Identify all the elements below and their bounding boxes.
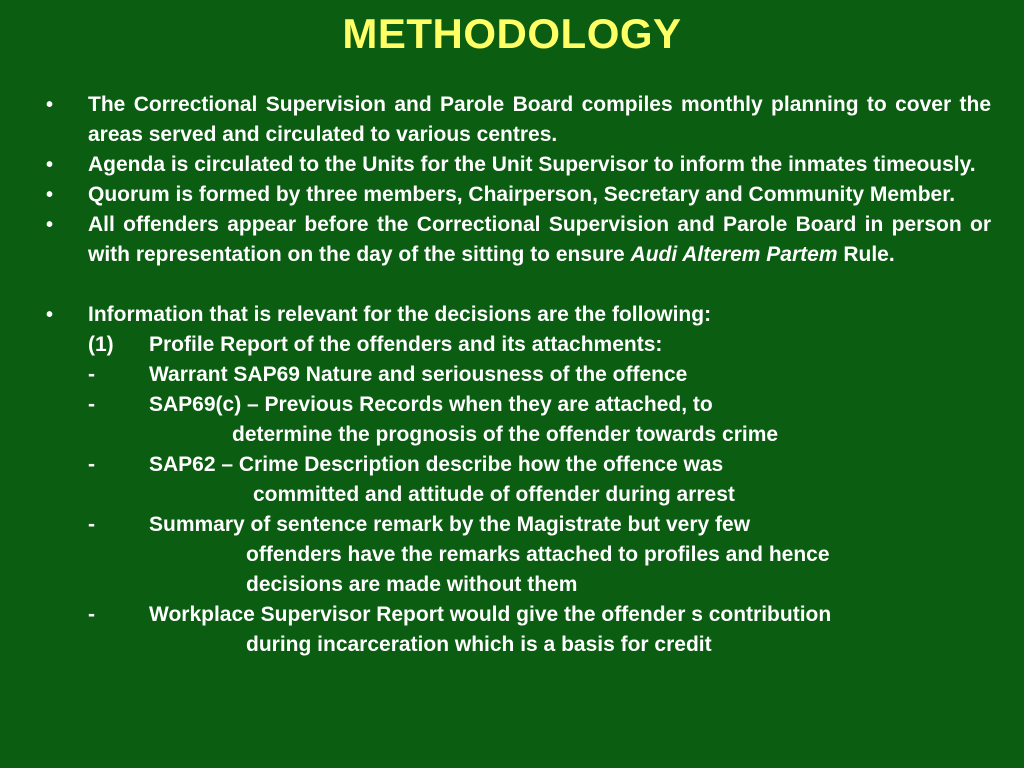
info-item (40, 450, 991, 480)
bullet-text: Agenda is circulated to the Units for the Unit Supervisor to inform the inmates timeously. (88, 153, 976, 176)
info-item-continuation-text: determine the prognosis of the offender towards crime (232, 423, 779, 446)
info-item-continuation (40, 570, 991, 600)
info-item-text: Summary of sentence remark by the Magistrate but very few (149, 513, 751, 536)
bullet-item (40, 150, 991, 180)
slide-title: METHODOLOGY (342, 10, 682, 57)
info-item-mark: (1) (88, 333, 114, 356)
bullet-dot-icon: • (46, 214, 54, 236)
info-item-text: Warrant SAP69 Nature and seriousness of the offence (149, 363, 688, 386)
info-item-mark: - (88, 603, 95, 626)
info-item-continuation-text: during incarceration which is a basis for credit (246, 633, 712, 656)
info-item (40, 330, 991, 360)
bullet-text: Quorum is formed by three members, Chairperson, Secretary and Community Member. (88, 183, 956, 206)
bullet-dot-icon: • (46, 154, 54, 176)
bullet-text-italic: Audi Alterem Partem (630, 243, 838, 266)
bullet-dot-icon: • (46, 94, 54, 116)
spacer (40, 270, 991, 300)
bullet-list (40, 90, 991, 660)
info-item (40, 600, 991, 630)
info-item-text: SAP62 – Crime Description describe how the offence was (149, 453, 724, 476)
info-item-continuation (40, 480, 991, 510)
info-item-continuation (40, 540, 991, 570)
info-item-text: Workplace Supervisor Report would give the offender s contribution (149, 603, 832, 626)
info-item-continuation-text: committed and attitude of offender during arrest (253, 483, 735, 506)
info-item-continuation (40, 420, 991, 450)
info-item-text: Profile Report of the offenders and its attachments: (149, 333, 663, 356)
bullet-text: The Correctional Supervision and Parole Board compiles monthly planning to cover the areas served and circulated to various centres. (88, 93, 991, 146)
info-item-mark: - (88, 453, 95, 476)
bullet-dot-icon: • (46, 304, 54, 326)
bullet-item (40, 210, 991, 270)
info-item (40, 390, 991, 420)
info-item (40, 510, 991, 540)
info-item-text: SAP69(c) – Previous Records when they are attached, to (149, 393, 713, 416)
bullet-text: All offenders appear before the Correctional Supervision and Parole Board in person or with representation on the day of the sitting to ensure (88, 213, 991, 266)
bullet-text: Information that is relevant for the decisions are the following: (88, 303, 712, 326)
info-item-mark: - (88, 363, 95, 386)
info-item-mark: - (88, 393, 95, 416)
info-item-mark: - (88, 513, 95, 536)
bullet-item (40, 90, 991, 150)
info-item-continuation (40, 630, 991, 660)
info-item-continuation-text: decisions are made without them (246, 573, 578, 596)
bullet-text: Rule. (837, 243, 895, 266)
info-item-continuation-text: offenders have the remarks attached to profiles and hence (246, 543, 830, 566)
bullet-dot-icon: • (46, 184, 54, 206)
info-item (40, 360, 991, 390)
bullet-item (40, 180, 991, 210)
bullet-item (40, 300, 991, 330)
